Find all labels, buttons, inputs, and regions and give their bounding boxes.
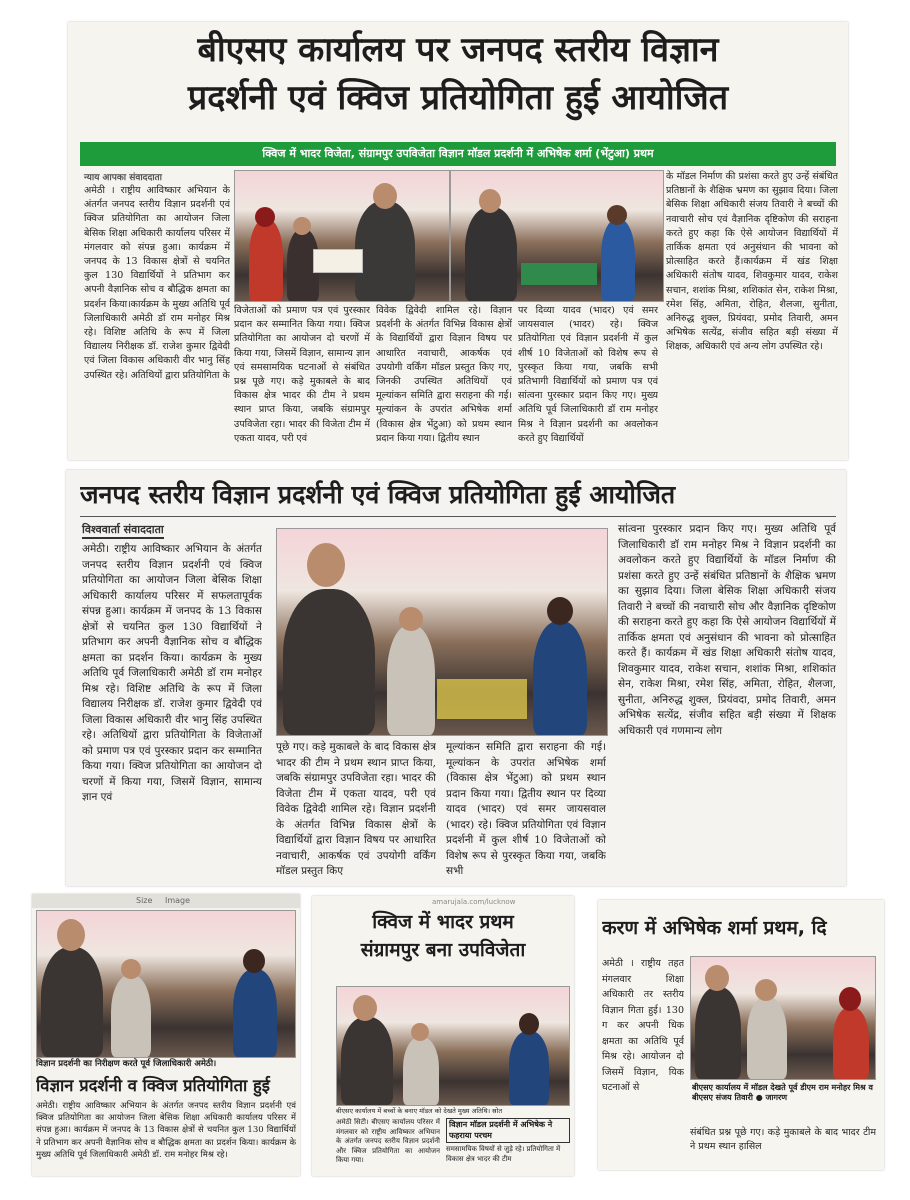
news-clipping-1 xyxy=(68,22,848,460)
clip4-box xyxy=(446,1118,570,1174)
clip1-subhead: क्विज में भादर विजेता, संग्रामपुर उपविजेता विज्ञान मॉडल प्रदर्शनी में अभिषेक शर्मा (भेंटुआ) प्रथम xyxy=(262,147,654,160)
clip2-photo xyxy=(276,528,608,736)
clip1-photo-award xyxy=(234,170,450,302)
clip3-caption: विज्ञान प्रदर्शनी का निरीक्षण करते पूर्व जिलाधिकारी अमेठी। xyxy=(36,1059,217,1069)
clip3-tab-image[interactable]: Image xyxy=(164,896,191,905)
clip1-subhead-bar xyxy=(80,142,836,166)
clip4-box-title: विज्ञान मॉडल प्रदर्शनी में अभिषेक ने फहराया परचम xyxy=(446,1118,570,1143)
clip1-column-2: विजेताओं को प्रमाण पत्र एवं पुरस्कार प्रदान कर सम्मानित किया गया। क्विज प्रतियोगिता का आयोजन दो चरणों में किया गया, जिसमें विज्ञान, सामान्य ज्ञान एवं समसामयिक घटनाओं से संबंधित प्रश्न पूछे गए। कड़े मुकाबले के बाद विकास क्षेत्र भादर की टीम ने प्रथम स्थान प्राप्त किया, जबकि संग्रामपुर उपविजेता रहा। भादर की विजेता टीम में एकता यादव, परी एवं xyxy=(234,305,370,444)
clip4-headline-line1: क्विज में भादर प्रथम xyxy=(372,911,514,933)
clip1-headline xyxy=(68,26,848,122)
clip3-headline: विज्ञान प्रदर्शनी व क्विज प्रतियोगिता हुई xyxy=(36,1076,270,1095)
clip5-headline: करण में अभिषेक शर्मा प्रथम, दि xyxy=(602,917,827,939)
clip2-headline: जनपद स्तरीय विज्ञान प्रदर्शनी एवं क्विज प्रतियोगिता हुई आयोजित xyxy=(80,480,676,509)
clip2-column-4: सांत्वना पुरस्कार प्रदान किए गए। मुख्य अतिथि पूर्व जिलाधिकारी डॉ राम मनोहर मिश्र ने विज्ञान प्रदर्शनी का अवलोकन करते हुए विद्यार्थियों के मॉडल निर्माण की प्रशंसा करते हुए उन्हें संबंधित प्रतिष्ठानों के शैक्षिक भ्रमण का सुझाव दिया। जिला बेसिक शिक्षा अधिकारी संजय तिवारी ने बच्चों की नवाचारी सोच और वैज्ञानिक दृष्टिकोण की सराहना करते हुए कहा कि ऐसे आयोजन विद्यार्थियों में तार्किक क्षमता एवं अनुसंधान की भावना को प्रोत्साहित करते हैं। कार्यक्रम में खंड शिक्षा अधिकारी संतोष यादव, शिवकुमार यादव, राकेश सचान, शशांक मिश्रा, शशिकांत सेन, राकेश मिश्रा, रमेश सिंह, अमिता, रोहित, शैलजा, सुनीता, अनिरुद्ध शुक्ल, प्रियंवदा, प्रमोद तिवारी, अमन अभिषेक सत्येंद्र, संजीव सहित बड़ी संख्या में शिक्षक अधिकारी एवं गणमान्य लोग xyxy=(618,523,836,737)
clip3-tab-size[interactable]: Size xyxy=(136,896,153,905)
clip5-column: अमेठी । राष्ट्रीय तहत मंगलवार शिक्षा अधिकारी तर स्तरीय विज्ञान गिता हुई। 130 ग कर अपनी धिक क्षमता का अतिथि पूर्व मिश्र रहे। आयोजन दो जिसमें विज्ञान, यिक घटनाओं से xyxy=(602,958,684,1093)
clip1-headline-line1: बीएसए कार्यालय पर जनपद स्तरीय विज्ञान xyxy=(197,30,719,70)
clip1-headline-line2: प्रदर्शनी एवं क्विज प्रतियोगिता हुई आयोजित xyxy=(187,78,729,118)
clip1-column-1: अमेठी । राष्ट्रीय आविष्कार अभियान के अंतर्गत जनपद स्तरीय विज्ञान प्रदर्शनी एवं क्विज प्रतियोगिता का आयोजन जिला बेसिक शिक्षा अधिकारी कार्यालय परिसर में मंगलवार को संपन्न हुआ। कार्यक्रम में जनपद के 13 विकास क्षेत्रों से चयनित कुल 130 विद्यार्थियों ने प्रतिभाग कर अपनी वैज्ञानिक सोच व बौद्धिक क्षमता का प्रदर्शन किया।कार्यक्रम के मुख्य अतिथि पूर्व जिलाधिकारी अमेठी डॉ राम मनोहर मिश्र रहे। विशिष्ट अतिथि के रूप में जिला विद्यालय निरीक्षक डॉ. राजेश कुमार द्विवेदी एवं जिला विकास अधिकारी वीर भानु सिंह उपस्थित रहे। अतिथियों द्वारा प्रतियोगिता के xyxy=(84,185,230,381)
clip1-byline: न्याय आपका संवाददाता xyxy=(84,173,163,183)
clip1-column-4: पर दिव्या यादव (भादर) एवं समर जायसवाल (भादर) रहे। क्विज प्रतियोगिता एवं विज्ञान प्रदर्शनी में कुल शीर्ष 10 विजेताओं को विशेष रूप से पुरस्कृत किया गया, जबकि सभी प्रतिभागी विद्यार्थियों को प्रमाण पत्र एवं सांत्वना पुरस्कार प्रदान किए गए। मुख्य अतिथि पूर्व जिलाधिकारी डॉ राम मनोहर मिश्र ने विज्ञान प्रदर्शनी का अवलोकन करते हुए विद्यार्थियों xyxy=(518,305,658,444)
clip2-column-2: पूछे गए। कड़े मुकाबले के बाद विकास क्षेत्र भादर की टीम ने प्रथम स्थान प्राप्त किया, जबकि संग्रामपुर उपविजेता रहा। भादर की विजेता टीम में एकता यादव, परी एवं विवेक द्विवेदी शामिल रहे। विज्ञान प्रदर्शनी के अंतर्गत विभिन्न विकास क्षेत्रों के विद्यार्थियों द्वारा विज्ञान विषय पर आधारित नवाचारी, आकर्षक एवं उपयोगी वर्किंग मॉडल प्रस्तुत किए xyxy=(276,741,436,877)
clip4-photo xyxy=(336,986,570,1106)
news-clipping-4 xyxy=(312,896,574,1176)
clip5-photo xyxy=(690,956,876,1080)
clip3-photo xyxy=(36,910,296,1058)
clip5-caption: बीएसए कार्यालय में मॉडल देखते पूर्व डीएम राम मनोहर मिश्र व बीएसए संजय तिवारी ● जागरण xyxy=(692,1082,873,1102)
clip2-column-3: मूल्यांकन समिति द्वारा सराहना की गई। मूल्यांकन के उपरांत अभिषेक शर्मा (विकास क्षेत्र भेंटुआ) को प्रथम स्थान प्रदान किया गया। द्वितीय स्थान पर दिव्या यादव (भादर) एवं समर जायसवाल (भादर) रहे। क्विज प्रतियोगिता एवं विज्ञान प्रदर्शनी में कुल शीर्ष 10 विजेताओं को विशेष रूप से पुरस्कृत किया गया, जबकि सभी xyxy=(446,741,606,877)
clip4-body: अमेठी सिटी। बीएसए कार्यालय परिसर में मंगलवार को राष्ट्रीय आविष्कार अभियान के अंतर्गत जनपद स्तरीय विज्ञान प्रदर्शनी और क्विज प्रतियोगिता का आयोजन किया गया। xyxy=(336,1118,440,1164)
clip2-byline: विश्ववार्ता संवाददाता xyxy=(82,522,164,539)
clip1-column-5: के मॉडल निर्माण की प्रशंसा करते हुए उन्हें संबंधित प्रतिष्ठानों के शैक्षिक भ्रमण का सुझाव दिया। जिला बेसिक शिक्षा अधिकारी संजय तिवारी ने बच्चों की नवाचारी सोच एवं वैज्ञानिक दृष्टिकोण की सराहना करते हुए कहा कि ऐसे आयोजन विद्यार्थियों में तार्किक क्षमता एवं अनुसंधान की भावना को प्रोत्साहित करते हैं।कार्यक्रम में खंड शिक्षा अधिकारी संतोष यादव, शिवकुमार यादव, राकेश सचान, शशांक मिश्रा, शशिकांत सेन, राकेश मिश्रा, रमेश सिंह, अमिता, रोहित, शैलजा, सुनीता, अनिरुद्ध शुक्ल, प्रियंवदा, प्रमोद तिवारी, अमन अभिषेक सत्येंद्र, संजीव सहित बड़ी संख्या में शिक्षक, अधिकारी एवं अन्य लोग उपस्थित रहे। xyxy=(666,171,838,353)
news-clipping-2 xyxy=(66,470,846,886)
news-clipping-3 xyxy=(32,894,300,1176)
clip5-body: संबंधित प्रश्न पूछे गए। कड़े मुकाबले के बाद भादर टीम ने प्रथम स्थान हासिल xyxy=(690,1127,876,1152)
clip4-box-body: समसामयिक विषयों से जुड़े रहे। प्रतियोगिता में विकास क्षेत्र भादर की टीम xyxy=(446,1145,561,1163)
clip1-column-3: विवेक द्विवेदी शामिल रहे। विज्ञान प्रदर्शनी के अंतर्गत विभिन्न विकास क्षेत्रों के विद्यार्थियों द्वारा विज्ञान विषय पर आधारित नवाचारी, आकर्षक एवं उपयोगी वर्किंग मॉडल प्रस्तुत किए गए, जिनकी उपस्थित अतिथियों एवं मूल्यांकन समिति द्वारा सराहना की गई। मूल्यांकन के उपरांत अभिषेक शर्मा (विकास क्षेत्र भेंटुआ) को प्रथम स्थान प्रदान किया गया। द्वितीय स्थान xyxy=(376,305,512,444)
news-clipping-5 xyxy=(598,900,884,1170)
clip4-masthead: amarujala.com/lucknow xyxy=(432,898,516,906)
clip2-column-1: अमेठी। राष्ट्रीय आविष्कार अभियान के अंतर्गत जनपद स्तरीय विज्ञान प्रदर्शनी एवं क्विज प्रतियोगिता का आयोजन जिला बेसिक शिक्षा अधिकारी कार्यालय परिसर में सफलतापूर्वक संपन्न हुआ। कार्यक्रम में जनपद के 13 विकास क्षेत्रों से चयनित कुल 130 विद्यार्थियों ने प्रतिभाग कर अपनी वैज्ञानिक सोच व बौद्धिक क्षमता का प्रदर्शन किया। कार्यक्रम के मुख्य अतिथि पूर्व जिलाधिकारी अमेठी डॉ राम मनोहर मिश्र रहे। विशिष्ट अतिथि के रूप में जिला विद्यालय निरीक्षक डॉ. राजेश कुमार द्विवेदी एवं जिला विकास अधिकारी वीर भानु सिंह उपस्थित रहे। अतिथियों द्वारा प्रतियोगिता के विजेताओं को प्रमाण पत्र एवं पुरस्कार प्रदान कर सम्मानित किया गया। क्विज प्रतियोगिता का आयोजन दो चरणों में किया गया, जिसमें विज्ञान, सामान्य ज्ञान एवं xyxy=(82,543,262,803)
clip4-caption: बीएसए कार्यालय में बच्चों के बनाए मॉडल को देखते मुख्य अतिथि। स्रोत xyxy=(336,1107,503,1115)
clip1-photo-exhibit xyxy=(450,170,664,302)
clip4-headline-line2: संग्रामपुर बना उपविजेता xyxy=(360,939,526,961)
clip3-body: अमेठी। राष्ट्रीय आविष्कार अभियान के अंतर्गत जनपद स्तरीय विज्ञान प्रदर्शनी एवं क्विज प्रतियोगिता का आयोजन जिला बेसिक शिक्षा अधिकारी कार्यालय परिसर में संपन्न हुआ। कार्यक्रम में जनपद के 13 विकास क्षेत्रों से चयनित कुल 130 विद्यार्थियों ने प्रतिभाग कर अपनी वैज्ञानिक सोच व बौद्धिक क्षमता का प्रदर्शन किया। कार्यक्रम के मुख्य अतिथि पूर्व जिलाधिकारी अमेठी डॉ. राम मनोहर मिश्र रहे। xyxy=(36,1101,296,1160)
clip3-toolbar xyxy=(32,894,300,908)
clip4-headline xyxy=(312,908,574,964)
